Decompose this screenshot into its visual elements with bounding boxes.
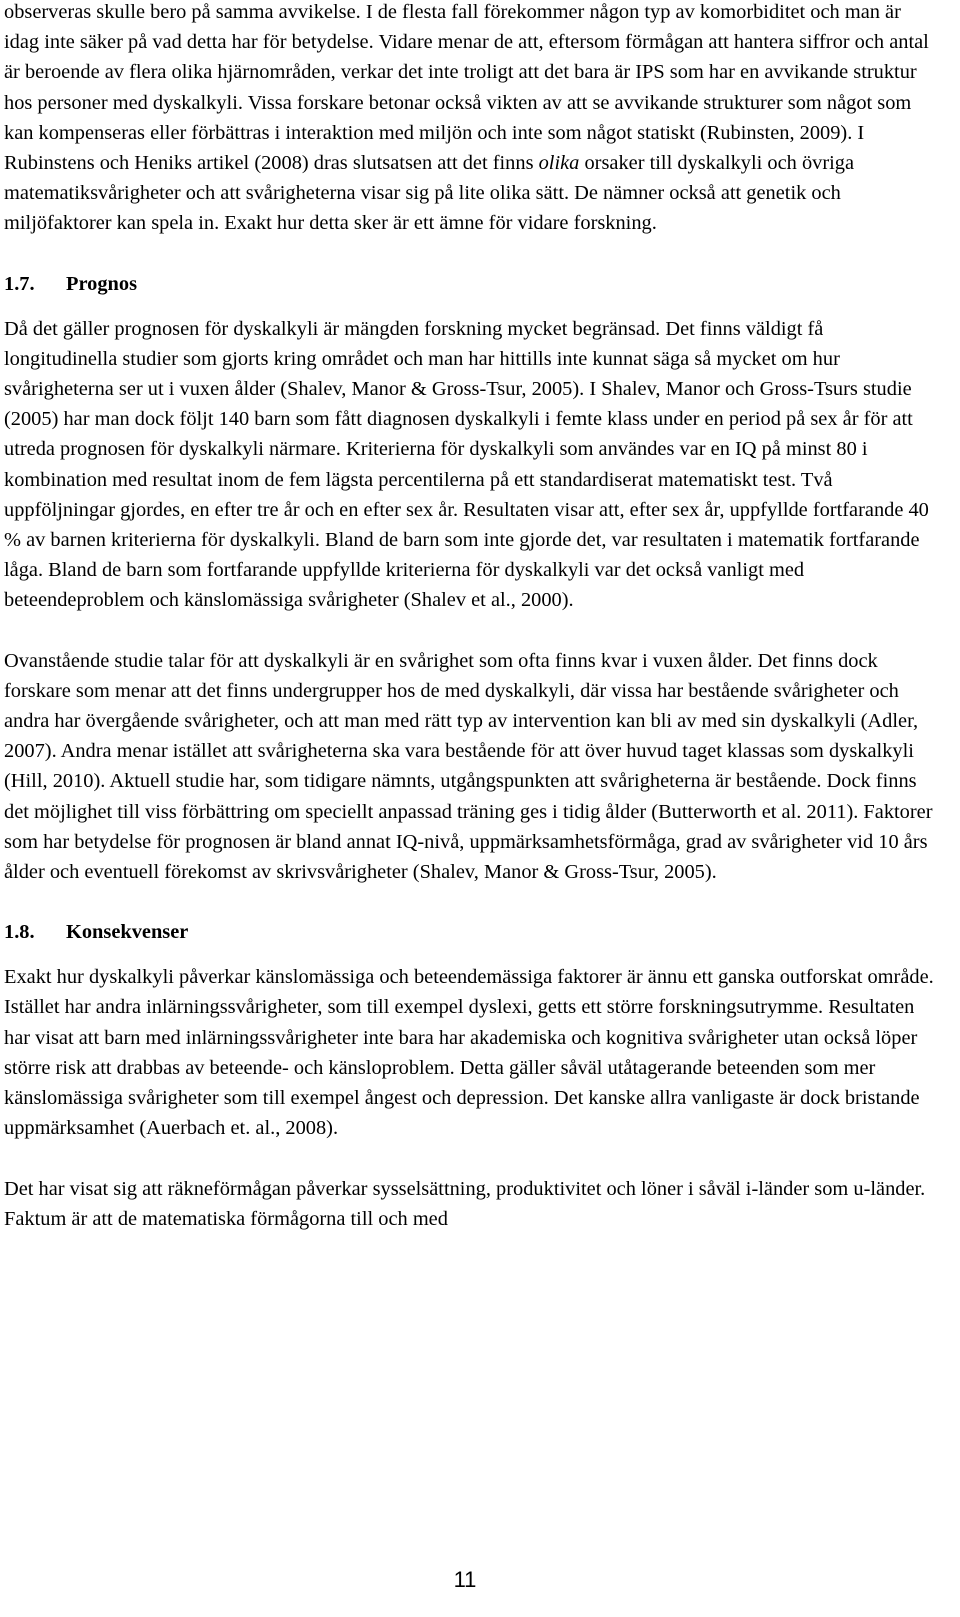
spacer [4,616,938,646]
body-paragraph: Då det gäller prognosen för dyskalkyli är mängden forskning mycket begränsad. Det finns väldigt få longitudinella studier som gjorts kring området och man har hittills inte kunnat säga så mycket om hur svårigheterna ser ut i vuxen ålder (Shalev, Manor & Gross-Tsur, 2005). I Shalev, Manor och Gross-Tsurs studie (2005) har man dock följt 140 barn som fått diagnosen dyskalkyli i femte klass under en period på sex år för att utreda prognosen för dyskalkyli närmare. Kriterierna för dyskalkyli som användes var en IQ på minst 80 i kombination med resultat inom de fem lägsta percentilerna på ett standardiserat matematiskt test. Två uppföljningar gjordes, en efter tre år och en efter sex år. Resultaten visar att, efter sex år, uppfyllde fortfarande 40 % av barnen kriterierna för dyskalkyli. Bland de barn som inte gjorde det, var resultaten i matematik fortfarande låga. Bland de barn som fortfarande uppfyllde kriterierna för dyskalkyli var det också vanligt med beteendeproblem och känslomässiga svårigheter (Shalev et al., 2000). [4,317,929,612]
body-paragraph: Det har visat sig att räkneförmågan påverkar sysselsättning, produktivitet och löner i såväl i-länder som u-länder. Faktum är att de matematiska förmågorna till och med [4,1177,926,1230]
body-paragraph: Exakt hur dyskalkyli påverkar känslomässiga och beteendemässiga faktorer är ännu ett ganska outforskat område. Istället har andra inlärningssvårigheter, som till exempel dyslexi, getts ett större forskningsutrymme. Resultaten har visat att barn med inlärningssvårigheter inte bara har akademiska och kognitiva svårigheter utan också löper större risk att drabbas av beteende- och känsloproblem. Detta gäller såväl utåtagerande beteenden som mer känslomässiga svårigheter som till exempel ångest och depression. Det kanske allra vanligaste är dock bristande uppmärksamhet (Auerbach et. al., 2008). [4,966,934,1140]
spacer [4,239,938,269]
section-title: Konsekvenser [66,921,189,944]
paragraph-text: orsaker till dyskalkyli och övriga matematiksvårigheter och att svårigheterna visar sig på lite olika sätt. De nämner också att genetik och miljöfaktorer kan spela in. Exakt hur detta sker är ett ämne för vidare forskning. [4,152,855,235]
paragraph-text: observeras skulle bero på samma avvikelse. I de flesta fall förekommer någon typ av komorbiditet och man är idag inte säker på vad detta har för betydelse. Vidare menar de att, eftersom förmågan att hantera siffror och antal är beroende av flera olika hjärnområden, verkar det inte troligt att det bara är IPS som har en avvikande struktur hos personer med dyskalkyli. Vissa forskare betonar också vikten av att se avvikande strukturer som något som kan kompenseras eller förbättras i interaktion med miljön och inte som något statiskt (Rubinsten, 2009). I Rubinstens och Heniks artikel (2008) dras slutsatsen att det finns [4,1,929,175]
emphasized-word: olika [538,152,580,175]
section-heading-konsekvenser [4,917,938,947]
spacer [4,1144,938,1174]
spacer [4,947,938,962]
section-heading-prognos [4,269,938,299]
spacer [4,299,938,314]
page-number: 11 [453,1567,477,1592]
body-paragraph [4,0,938,239]
section-number: 1.7. [4,272,35,295]
section-title: Prognos [66,272,137,295]
spacer [4,887,938,917]
section-number: 1.8. [4,921,35,944]
body-paragraph: Ovanstående studie talar för att dyskalkyli är en svårighet som ofta finns kvar i vuxen ålder. Det finns dock forskare som menar att det finns undergrupper hos de med dyskalkyli, där vissa har bestående svårigheter och andra har övergående svårigheter, och att man med rätt typ av intervention kan bli av med sin dyskalkyli (Adler, 2007). Andra menar istället att svårigheterna ska vara bestående för att över huvud taget klassas som dyskalkyli (Hill, 2010). Aktuell studie har, som tidigare nämnts, utgångspunkten att svårigheterna är bestående. Dock finns det möjlighet till viss förbättring om speciellt anpassad träning ges i tidig ålder (Butterworth et al. 2011). Faktorer som har betydelse för prognosen är bland annat IQ-nivå, uppmärksamhetsförmåga, grad av svårigheter vid 10 års ålder och eventuell förekomst av skrivsvårigheter (Shalev, Manor & Gross-Tsur, 2005). [4,649,933,884]
document-page [4,0,938,1234]
